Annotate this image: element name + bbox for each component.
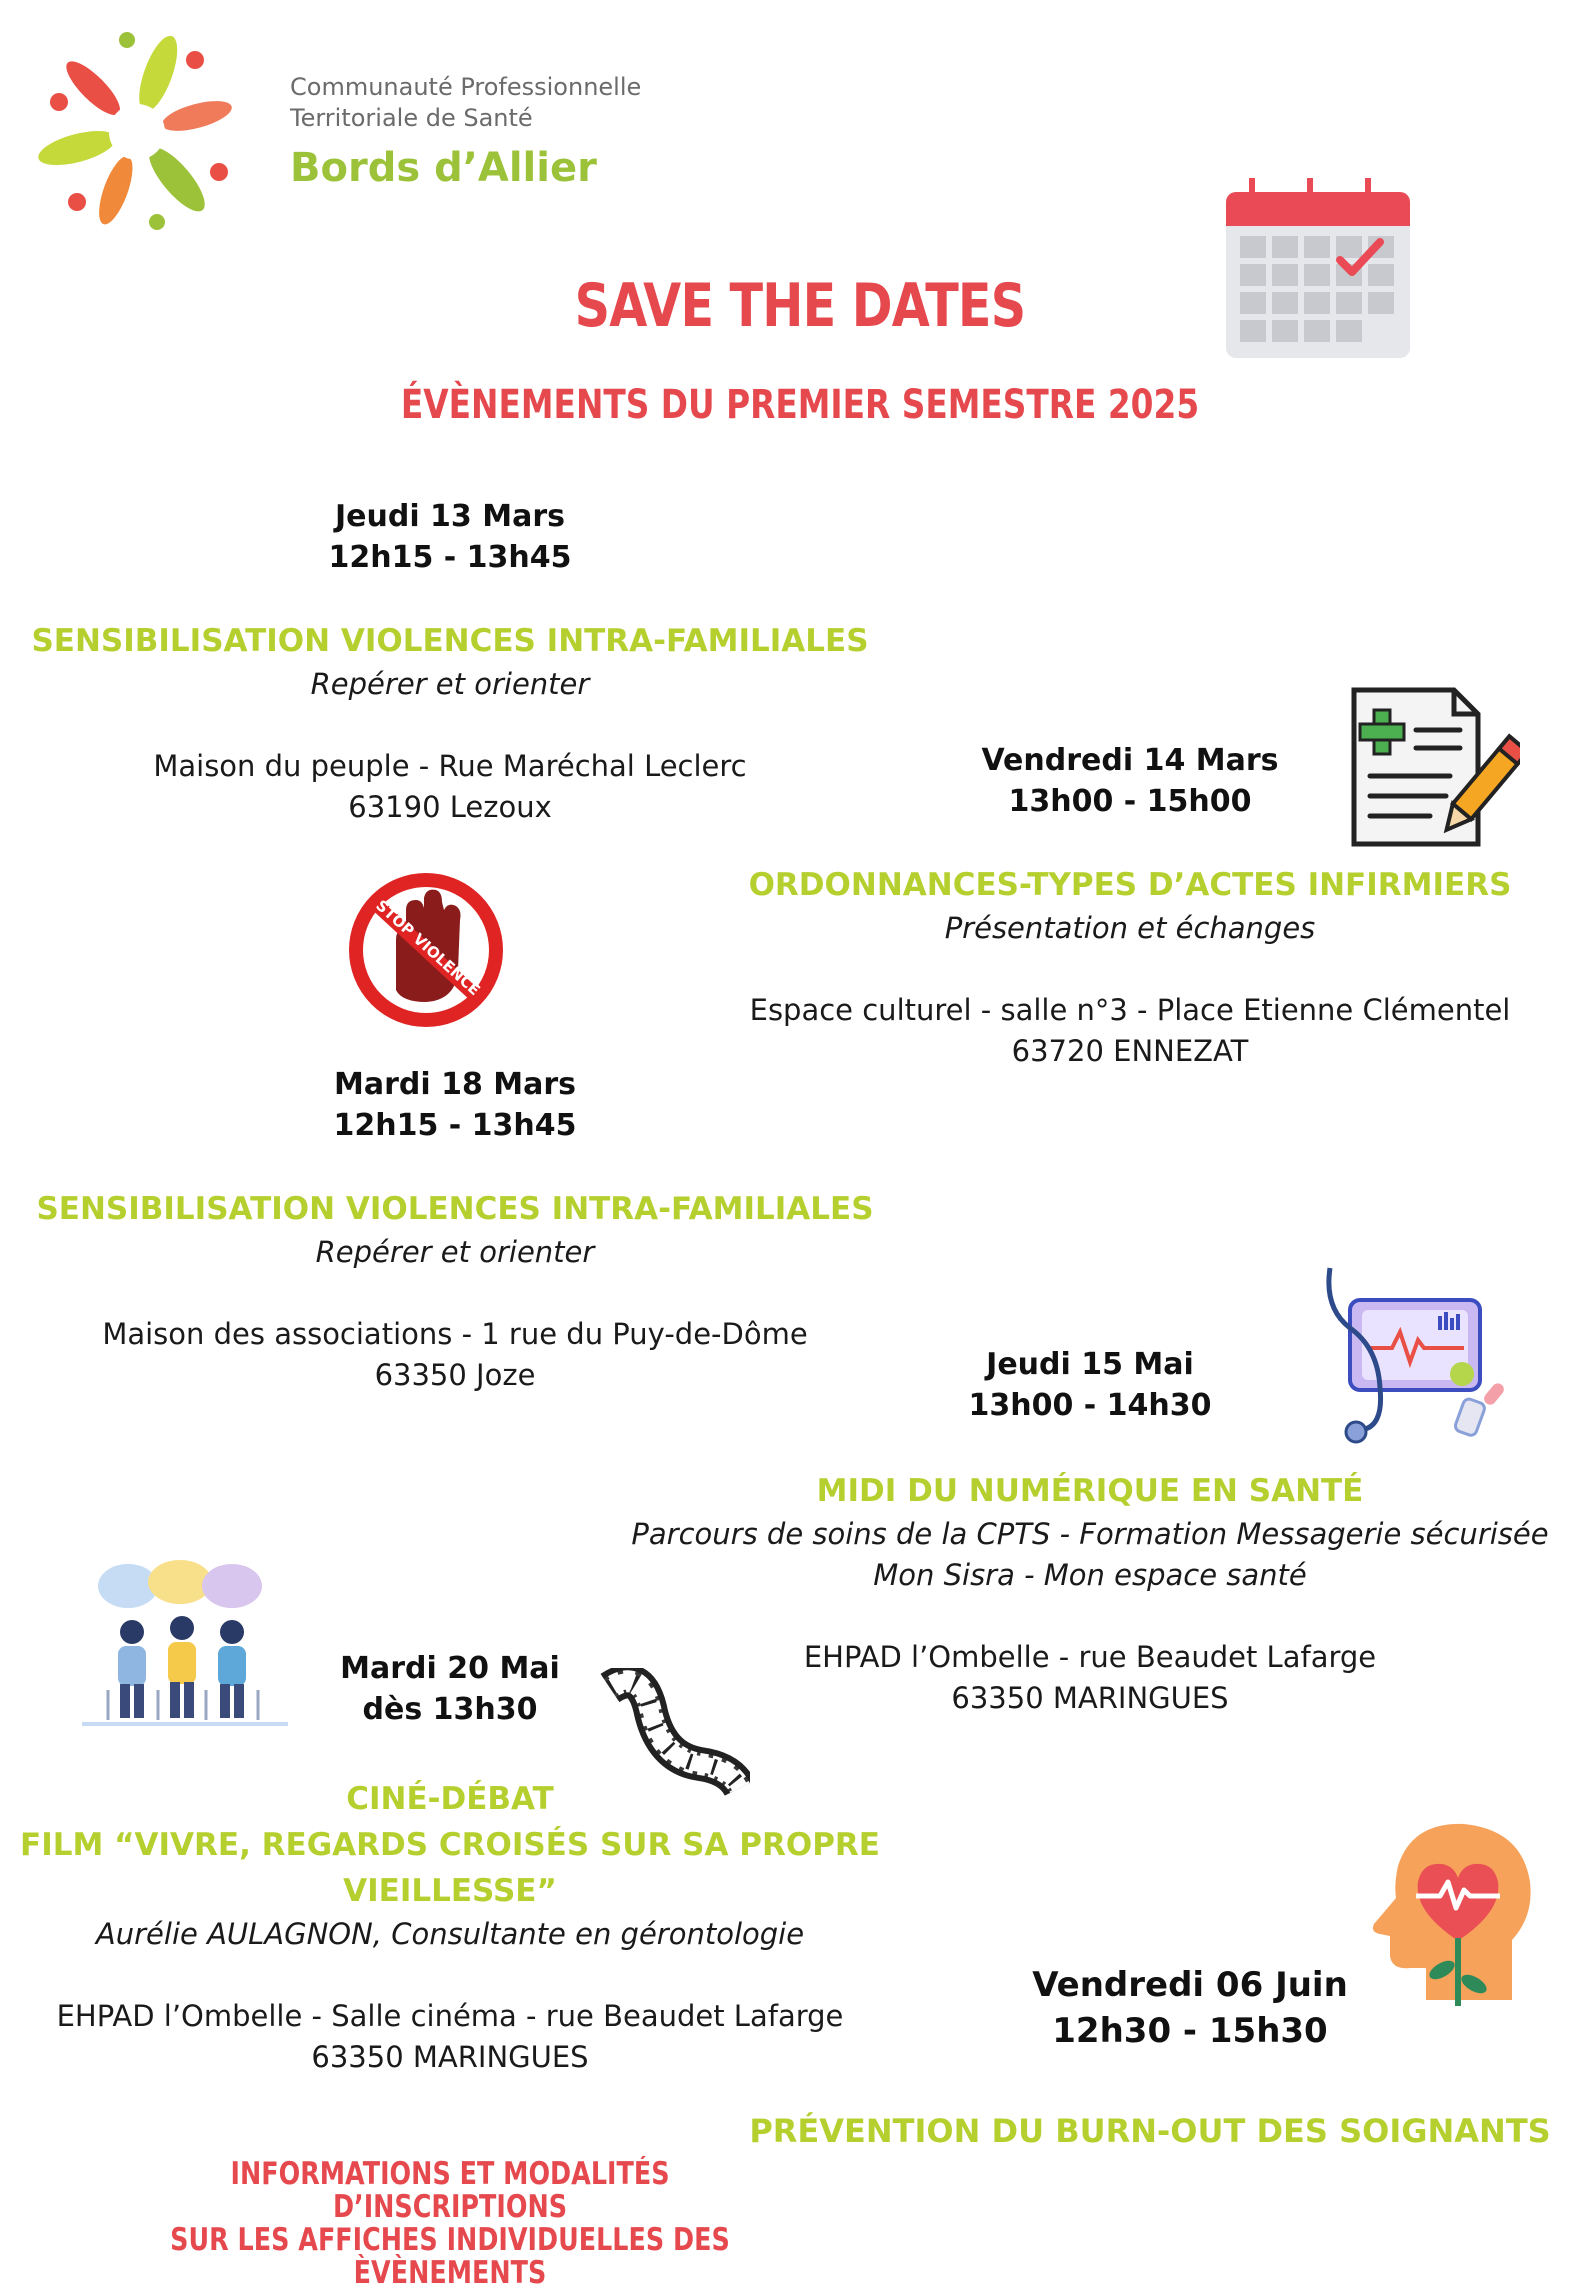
event-2-subtitle: Présentation et échanges bbox=[944, 911, 1316, 945]
event-5-address1: EHPAD l’Ombelle - Salle cinéma - rue Beaudet Lafarge bbox=[56, 1999, 844, 2033]
event-4-subtitle2: Mon Sisra - Mon espace santé bbox=[873, 1558, 1307, 1592]
event-2-day: Vendredi 14 Mars bbox=[981, 743, 1279, 778]
org-logo-mark bbox=[22, 22, 252, 242]
event-1-subtitle: Repérer et orienter bbox=[310, 667, 590, 701]
event-3-subtitle: Repérer et orienter bbox=[315, 1235, 595, 1269]
event-4-address1: EHPAD l’Ombelle - rue Beaudet Lafarge bbox=[803, 1640, 1377, 1674]
event-2-address1: Espace culturel - salle n°3 - Place Etienne Clémentel bbox=[749, 993, 1511, 1027]
event-1-address2: 63190 Lezoux bbox=[348, 790, 552, 824]
org-name-block bbox=[290, 72, 690, 192]
event-5-title3: VIEILLESSE” bbox=[343, 1873, 557, 1909]
footer-line1: INFORMATIONS ET MODALITÉS D’INSCRIPTIONS bbox=[230, 2156, 670, 2225]
event-1-address1: Maison du peuple - Rue Maréchal Leclerc bbox=[153, 749, 747, 783]
event-6-day: Vendredi 06 Juin bbox=[1032, 1965, 1348, 2005]
event-5-time: dès 13h30 bbox=[362, 1692, 538, 1727]
event-4-subtitle1: Parcours de soins de la CPTS - Formation Messagerie sécurisée bbox=[631, 1517, 1549, 1551]
org-line2: Territoriale de Santé bbox=[290, 104, 533, 132]
org-line1: Communauté Professionnelle bbox=[290, 73, 642, 101]
page-subtitle: ÉVÈNEMENTS DU PREMIER SEMESTRE 2025 bbox=[400, 382, 1200, 428]
footer-line2: SUR LES AFFICHES INDIVIDUELLES DES ÈVÈNEMENTS bbox=[170, 2222, 730, 2291]
event-1-title: SENSIBILISATION VIOLENCES INTRA-FAMILIALES bbox=[31, 623, 869, 659]
event-3-address1: Maison des associations - 1 rue du Puy-de-Dôme bbox=[102, 1317, 808, 1351]
org-logo bbox=[22, 22, 252, 242]
page-title: SAVE THE DATES bbox=[574, 271, 1026, 341]
event-4-address2: 63350 MARINGUES bbox=[951, 1681, 1229, 1715]
event-3-address2: 63350 Joze bbox=[374, 1358, 536, 1392]
event-3-time: 12h15 - 13h45 bbox=[333, 1108, 577, 1143]
event-4 bbox=[600, 1344, 1580, 1719]
stop-violence-text: STOP VIOLENCE bbox=[372, 896, 484, 1000]
event-4-day: Jeudi 15 Mai bbox=[986, 1347, 1194, 1382]
event-6 bbox=[900, 1962, 1480, 2054]
org-name: Bords d’Allier bbox=[290, 145, 597, 191]
event-5-address2: 63350 MARINGUES bbox=[311, 2040, 589, 2074]
event-1-day: Jeudi 13 Mars bbox=[334, 499, 565, 534]
stop-violence-icon bbox=[346, 870, 506, 1030]
event-3-day: Mardi 18 Mars bbox=[333, 1067, 577, 1102]
event-6-title: PRÉVENTION DU BURN-OUT DES SOIGNANTS bbox=[749, 2112, 1551, 2150]
event-4-time: 13h00 - 14h30 bbox=[968, 1388, 1212, 1423]
event-5-details bbox=[20, 1776, 880, 2078]
event-5-title2: FILM “VIVRE, REGARDS CROISÉS SUR SA PROPRE bbox=[20, 1827, 880, 1863]
event-4-title: MIDI DU NUMÉRIQUE EN SANTÉ bbox=[816, 1473, 1364, 1509]
event-2-title: ORDONNANCES-TYPES D’ACTES INFIRMIERS bbox=[748, 867, 1512, 903]
footer-note bbox=[40, 2158, 860, 2290]
event-5-day: Mardi 20 Mai bbox=[340, 1651, 560, 1686]
event-5-subtitle: Aurélie AULAGNON, Consultante en gérontologie bbox=[95, 1917, 805, 1951]
event-2 bbox=[700, 740, 1560, 1072]
event-6-time: 12h30 - 15h30 bbox=[1052, 2011, 1328, 2051]
event-1-time: 12h15 - 13h45 bbox=[328, 540, 572, 575]
event-5-title1: CINÉ-DÉBAT bbox=[346, 1781, 554, 1817]
event-5 bbox=[250, 1648, 650, 1730]
event-2-time: 13h00 - 15h00 bbox=[1008, 784, 1252, 819]
calendar-icon bbox=[1222, 172, 1414, 362]
event-2-address2: 63720 ENNEZAT bbox=[1011, 1034, 1249, 1068]
event-3-title: SENSIBILISATION VIOLENCES INTRA-FAMILIALES bbox=[36, 1191, 874, 1227]
